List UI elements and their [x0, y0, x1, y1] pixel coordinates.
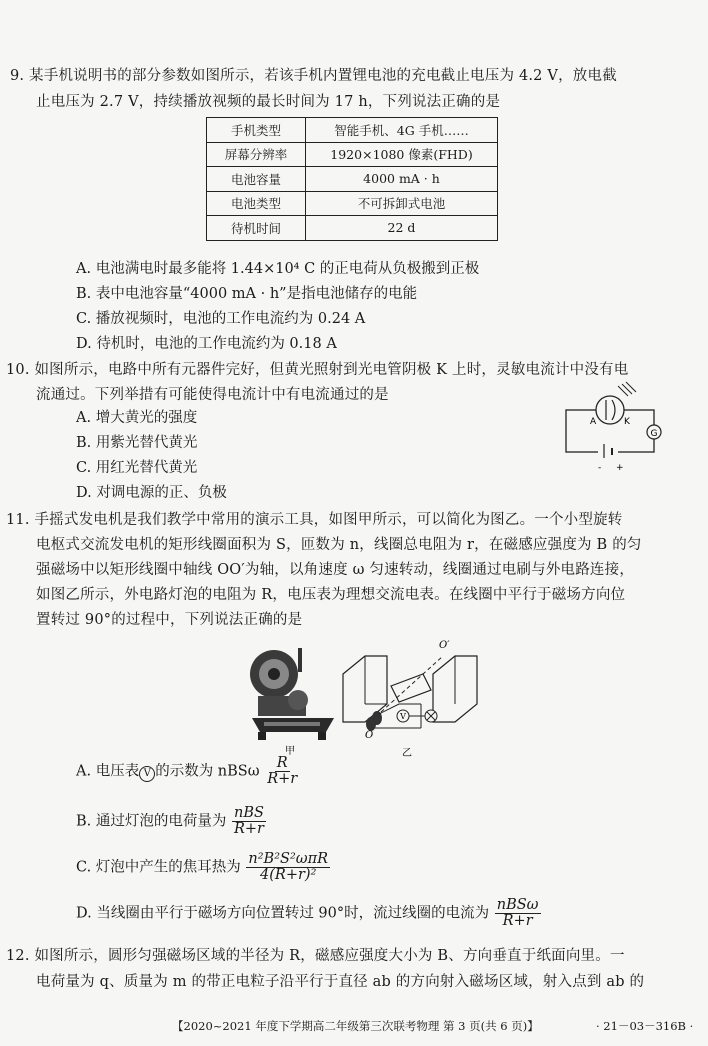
fraction-numerator: n²B²S²ωπR	[248, 851, 329, 867]
spec-value-cell: 智能手机、4G 手机……	[306, 118, 498, 143]
q11-stem-line2: 电枢式交流发电机的矩形线圈面积为 S，匝数为 n，线圈总电阻为 r，在磁感应强度为 B 的匀	[36, 537, 642, 553]
q9-option-a: A. 电池满电时最多能将 1.44×10⁴ C 的正电荷从负极搬到正极	[76, 261, 480, 277]
q11-option-a-fraction	[265, 756, 299, 787]
spec-key-cell: 待机时间	[207, 216, 306, 241]
q11-option-a-mid: 的示数为 nBSω	[155, 763, 260, 780]
q10-option-d: D. 对调电源的正、负极	[76, 485, 227, 501]
fraction-denominator: R+r	[267, 771, 298, 787]
q9-stem-line1: 9. 某手机说明书的部分参数如图所示，若该手机内置锂电池的充电截止电压为 4.2 V，放电截	[10, 68, 617, 84]
q11-option-d-fraction	[495, 898, 541, 929]
q10-option-b: B. 用紫光替代黄光	[76, 435, 198, 451]
page-footer: 【2020~2021 年度下学期高二年级第三次联考物理 第 3 页(共 6 页)】	[172, 1019, 539, 1033]
phone-spec-table	[206, 117, 498, 241]
hand-crank-generator-photo	[238, 640, 338, 760]
q11-option-b-prefix: B. 通过灯泡的电荷量为	[76, 813, 227, 830]
spec-key-cell: 屏幕分辨率	[207, 142, 306, 167]
q11-stem-line1: 11. 手摇式发电机是我们教学中常用的演示工具，如图甲所示，可以简化为图乙。一个小型旋转	[6, 512, 623, 528]
galvanometer-label: G	[650, 429, 658, 439]
axis-oprime-label: O′	[439, 640, 450, 651]
spec-table-row	[207, 142, 498, 167]
fraction-denominator: R+r	[233, 821, 264, 837]
q10-stem-line1: 10. 如图所示，电路中所有元器件完好，但黄光照射到光电管阴极 K 上时，灵敏电流计中没有电	[6, 362, 629, 378]
q11-option-b	[76, 806, 266, 837]
q10-option-a: A. 增大黄光的强度	[76, 410, 198, 426]
q11-option-d-prefix: D. 当线圈由平行于磁场方向位置转过 90°时，流过线圈的电流为	[76, 905, 490, 922]
q11-option-a	[76, 756, 299, 787]
spec-table-row	[207, 118, 498, 143]
q11-stem-line5: 置转过 90°的过程中，下列说法正确的是	[36, 612, 303, 628]
q11-option-b-fraction	[232, 806, 266, 837]
q11-option-c-prefix: C. 灯泡中产生的焦耳热为	[76, 859, 241, 876]
photoelectric-circuit-diagram	[560, 380, 672, 472]
q12-stem-line1: 12. 如图所示，圆形匀强磁场区域的半径为 R，磁感应强度大小为 B、方向垂直于纸面向里。一	[6, 948, 625, 964]
battery-plus-label: +	[616, 463, 624, 472]
q11-option-a-prefix: A. 电压表	[76, 763, 140, 780]
exam-code: · 21－03－316B ·	[596, 1019, 694, 1033]
spec-key-cell: 电池容量	[207, 167, 306, 192]
voltmeter-label: V	[400, 712, 406, 721]
spec-table-row	[207, 216, 498, 241]
q9-option-c: C. 播放视频时，电池的工作电流约为 0.24 A	[76, 311, 366, 327]
cathode-label: K	[624, 417, 630, 427]
voltmeter-symbol: V	[139, 766, 155, 782]
axis-o-label: O	[365, 730, 374, 741]
fraction-numerator: R	[276, 755, 288, 771]
q9-option-d: D. 待机时，电池的工作电流约为 0.18 A	[76, 336, 337, 352]
spec-key-cell: 手机类型	[207, 118, 306, 143]
fraction-numerator: nBSω	[496, 897, 539, 913]
spec-value-cell: 不可拆卸式电池	[306, 191, 498, 216]
fraction-denominator: 4(R+r)²	[260, 867, 317, 883]
q12-stem-line2: 电荷量为 q、质量为 m 的带正电粒子沿平行于直径 ab 的方向射入磁场区域，射入点到 ab 的	[36, 974, 645, 990]
figure-yi-label: 乙	[402, 748, 412, 759]
q11-stem-line4: 如图乙所示，外电路灯泡的电阻为 R，电压表为理想交流电表。在线圈中平行于磁场方向位	[36, 587, 626, 603]
q10-option-c: C. 用红光替代黄光	[76, 460, 198, 476]
battery-minus-label: -	[598, 463, 602, 472]
q11-option-c-fraction	[246, 852, 330, 883]
q11-stem-line3: 强磁场中以矩形线圈中轴线 OO′为轴，以角速度 ω 匀速转动，线圈通过电刷与外电路连接，	[36, 562, 635, 578]
generator-schematic-diagram	[335, 634, 485, 760]
q11-option-c	[76, 852, 330, 883]
spec-value-cell: 4000 mA · h	[306, 167, 498, 192]
q10-stem-line2: 流通过。下列举措有可能使得电流计中有电流通过的是	[36, 387, 389, 403]
spec-table-row	[207, 191, 498, 216]
fraction-numerator: nBS	[234, 805, 264, 821]
fraction-denominator: R+r	[502, 913, 533, 929]
anode-label: A	[590, 417, 597, 427]
spec-value-cell: 22 d	[306, 216, 498, 241]
q9-stem-line2: 止电压为 2.7 V，持续播放视频的最长时间为 17 h，下列说法正确的是	[36, 94, 501, 110]
figure-jia-label: 甲	[285, 746, 295, 757]
spec-key-cell: 电池类型	[207, 191, 306, 216]
spec-table-row	[207, 167, 498, 192]
q9-option-b: B. 表中电池容量“4000 mA · h”是指电池储存的电能	[76, 286, 418, 302]
q11-option-d	[76, 898, 541, 929]
spec-value-cell: 1920×1080 像素(FHD)	[306, 142, 498, 167]
